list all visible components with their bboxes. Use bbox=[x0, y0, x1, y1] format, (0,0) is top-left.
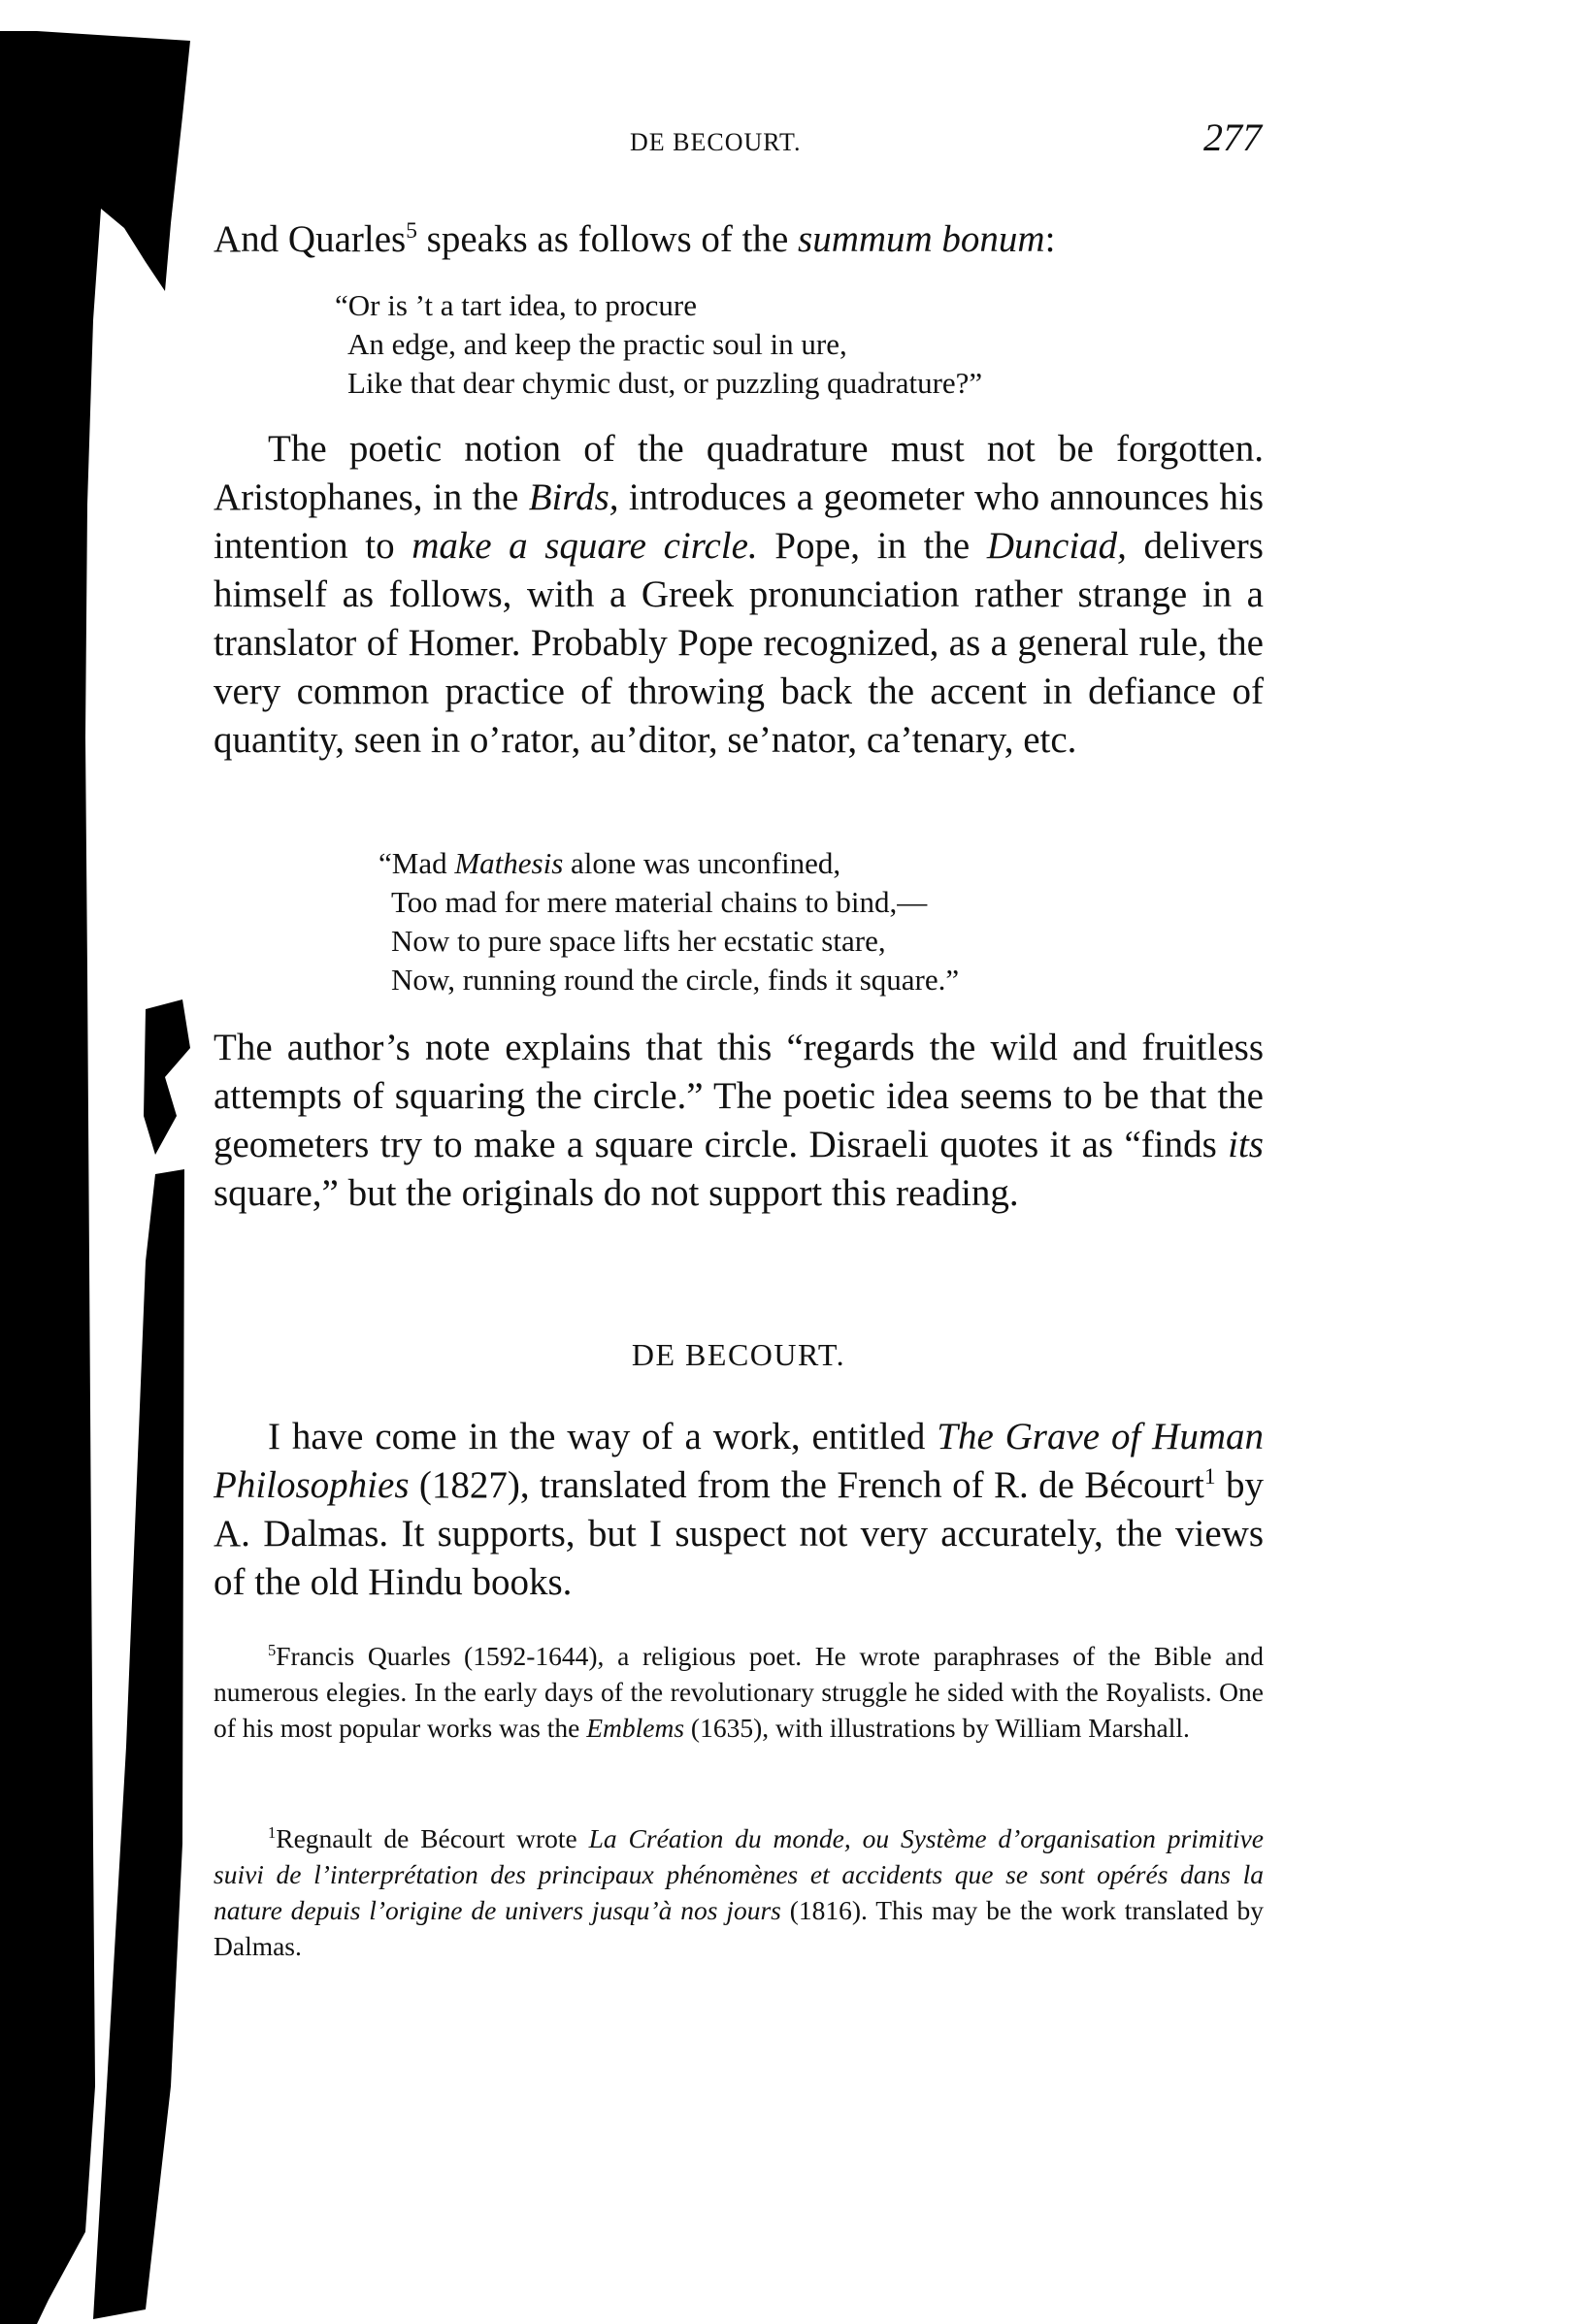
footnote-text: Regnault de Bécourt wrote bbox=[276, 1823, 589, 1853]
phrase-square-circle: make a square circle. bbox=[411, 525, 758, 567]
quarles-verse bbox=[335, 286, 1385, 403]
footnote-text: (1816). This may be the work translated by Dalmas. bbox=[214, 1895, 1264, 1961]
paragraph-poetic-notion bbox=[214, 425, 1264, 765]
footnote-mark: 1 bbox=[268, 1822, 277, 1842]
pope-verse bbox=[379, 844, 1429, 999]
verse-emphasis: Mathesis bbox=[454, 846, 564, 880]
footnote-1 bbox=[214, 1820, 1264, 1964]
title-dunciad: Dunciad, bbox=[986, 525, 1127, 567]
intro-text-b: speaks as follows of the bbox=[416, 218, 799, 260]
footnote-ref-5: 5 bbox=[406, 218, 417, 244]
paragraph-author-note bbox=[214, 1024, 1264, 1218]
verse-line: Now, running round the circle, finds it square.” bbox=[391, 963, 960, 997]
verse-line: An edge, and keep the practic soul in ure, bbox=[347, 327, 847, 361]
verse-line: “Or is ’t a tart idea, to procure bbox=[335, 288, 697, 322]
paragraph-text: The poetic notion of the quadrature must not be forgotten. Aristophanes, in the bbox=[214, 428, 1264, 518]
title-grave-of-human-philosophies: The Grave of Human Philosophies bbox=[214, 1416, 1264, 1506]
paragraph-text: by A. Dalmas. It supports, but I suspect not very accurately, the views of the old Hindu books. bbox=[214, 1464, 1264, 1603]
intro-text: And Quarles bbox=[214, 218, 407, 260]
title-emblems: Emblems bbox=[586, 1713, 685, 1743]
verse-line bbox=[379, 844, 1429, 883]
verse-line: Now to pure space lifts her ecstatic stare, bbox=[391, 924, 886, 958]
running-title: DE BECOURT. bbox=[630, 128, 802, 156]
paragraph-text: square,” but the originals do not support this reading. bbox=[214, 1172, 1019, 1214]
verse-line: Too mad for mere material chains to bind,— bbox=[391, 885, 928, 919]
section-heading: DE BECOURT. bbox=[631, 1337, 846, 1372]
intro-text-c: : bbox=[1044, 218, 1056, 260]
paragraph-becourt bbox=[214, 1413, 1264, 1607]
footnote-text: (1635), with illustrations by William Marshall. bbox=[684, 1713, 1190, 1743]
paragraph-text: (1827), translated from the French of R. de Bécourt bbox=[409, 1464, 1204, 1506]
page-number: 277 bbox=[1203, 115, 1262, 159]
paragraph-text: introduces a geometer who announces his intention to bbox=[214, 476, 1265, 567]
emphasis-its: its bbox=[1228, 1124, 1264, 1165]
paragraph-text: The author’s note explains that this “regards the wild and fruitless attempts of squaring the circle.” The poetic idea seems to be that the geometers try to make a square circle. Disraeli quotes it as “finds bbox=[214, 1027, 1264, 1165]
verse-text: “Mad bbox=[379, 846, 455, 880]
intro-paragraph bbox=[214, 215, 1264, 264]
intro-emphasis: summum bonum bbox=[798, 218, 1045, 260]
paragraph-text: delivers himself as follows, with a Greek pronunciation rather strange in a translator of Homer. Probably Pope recognized, as a general rule, the very common practice of throwing back the accent in defiance of quantity, seen in o’rator, au’ditor, se’nator, ca’tenary, etc. bbox=[214, 525, 1264, 761]
footnote-ref-1: 1 bbox=[1203, 1464, 1216, 1489]
verse-line: Like that dear chymic dust, or puzzling quadrature?” bbox=[347, 366, 983, 400]
running-header bbox=[194, 115, 1262, 173]
title-birds: Birds, bbox=[528, 476, 619, 518]
footnote-mark: 5 bbox=[268, 1640, 277, 1659]
title-la-creation-du-monde: La Création du monde, ou Système d’organisation primitive suivi de l’interprétation des principaux phénomènes et accidents que se sont opérés dans la nature depuis l’origine de univers jusqu’à nos jours bbox=[214, 1823, 1265, 1925]
footnote-5 bbox=[214, 1638, 1264, 1746]
verse-text: alone was unconfined, bbox=[563, 846, 841, 880]
paragraph-text: Pope, in the bbox=[757, 525, 987, 567]
paragraph-text: I have come in the way of a work, entitled bbox=[268, 1416, 938, 1457]
footnote-text: Francis Quarles (1592-1644), a religious poet. He wrote paraphrases of the Bible and numerous elegies. In the early days of the revolutionary struggle he sided with the Royalists. One of his most popular works was the bbox=[214, 1641, 1264, 1743]
